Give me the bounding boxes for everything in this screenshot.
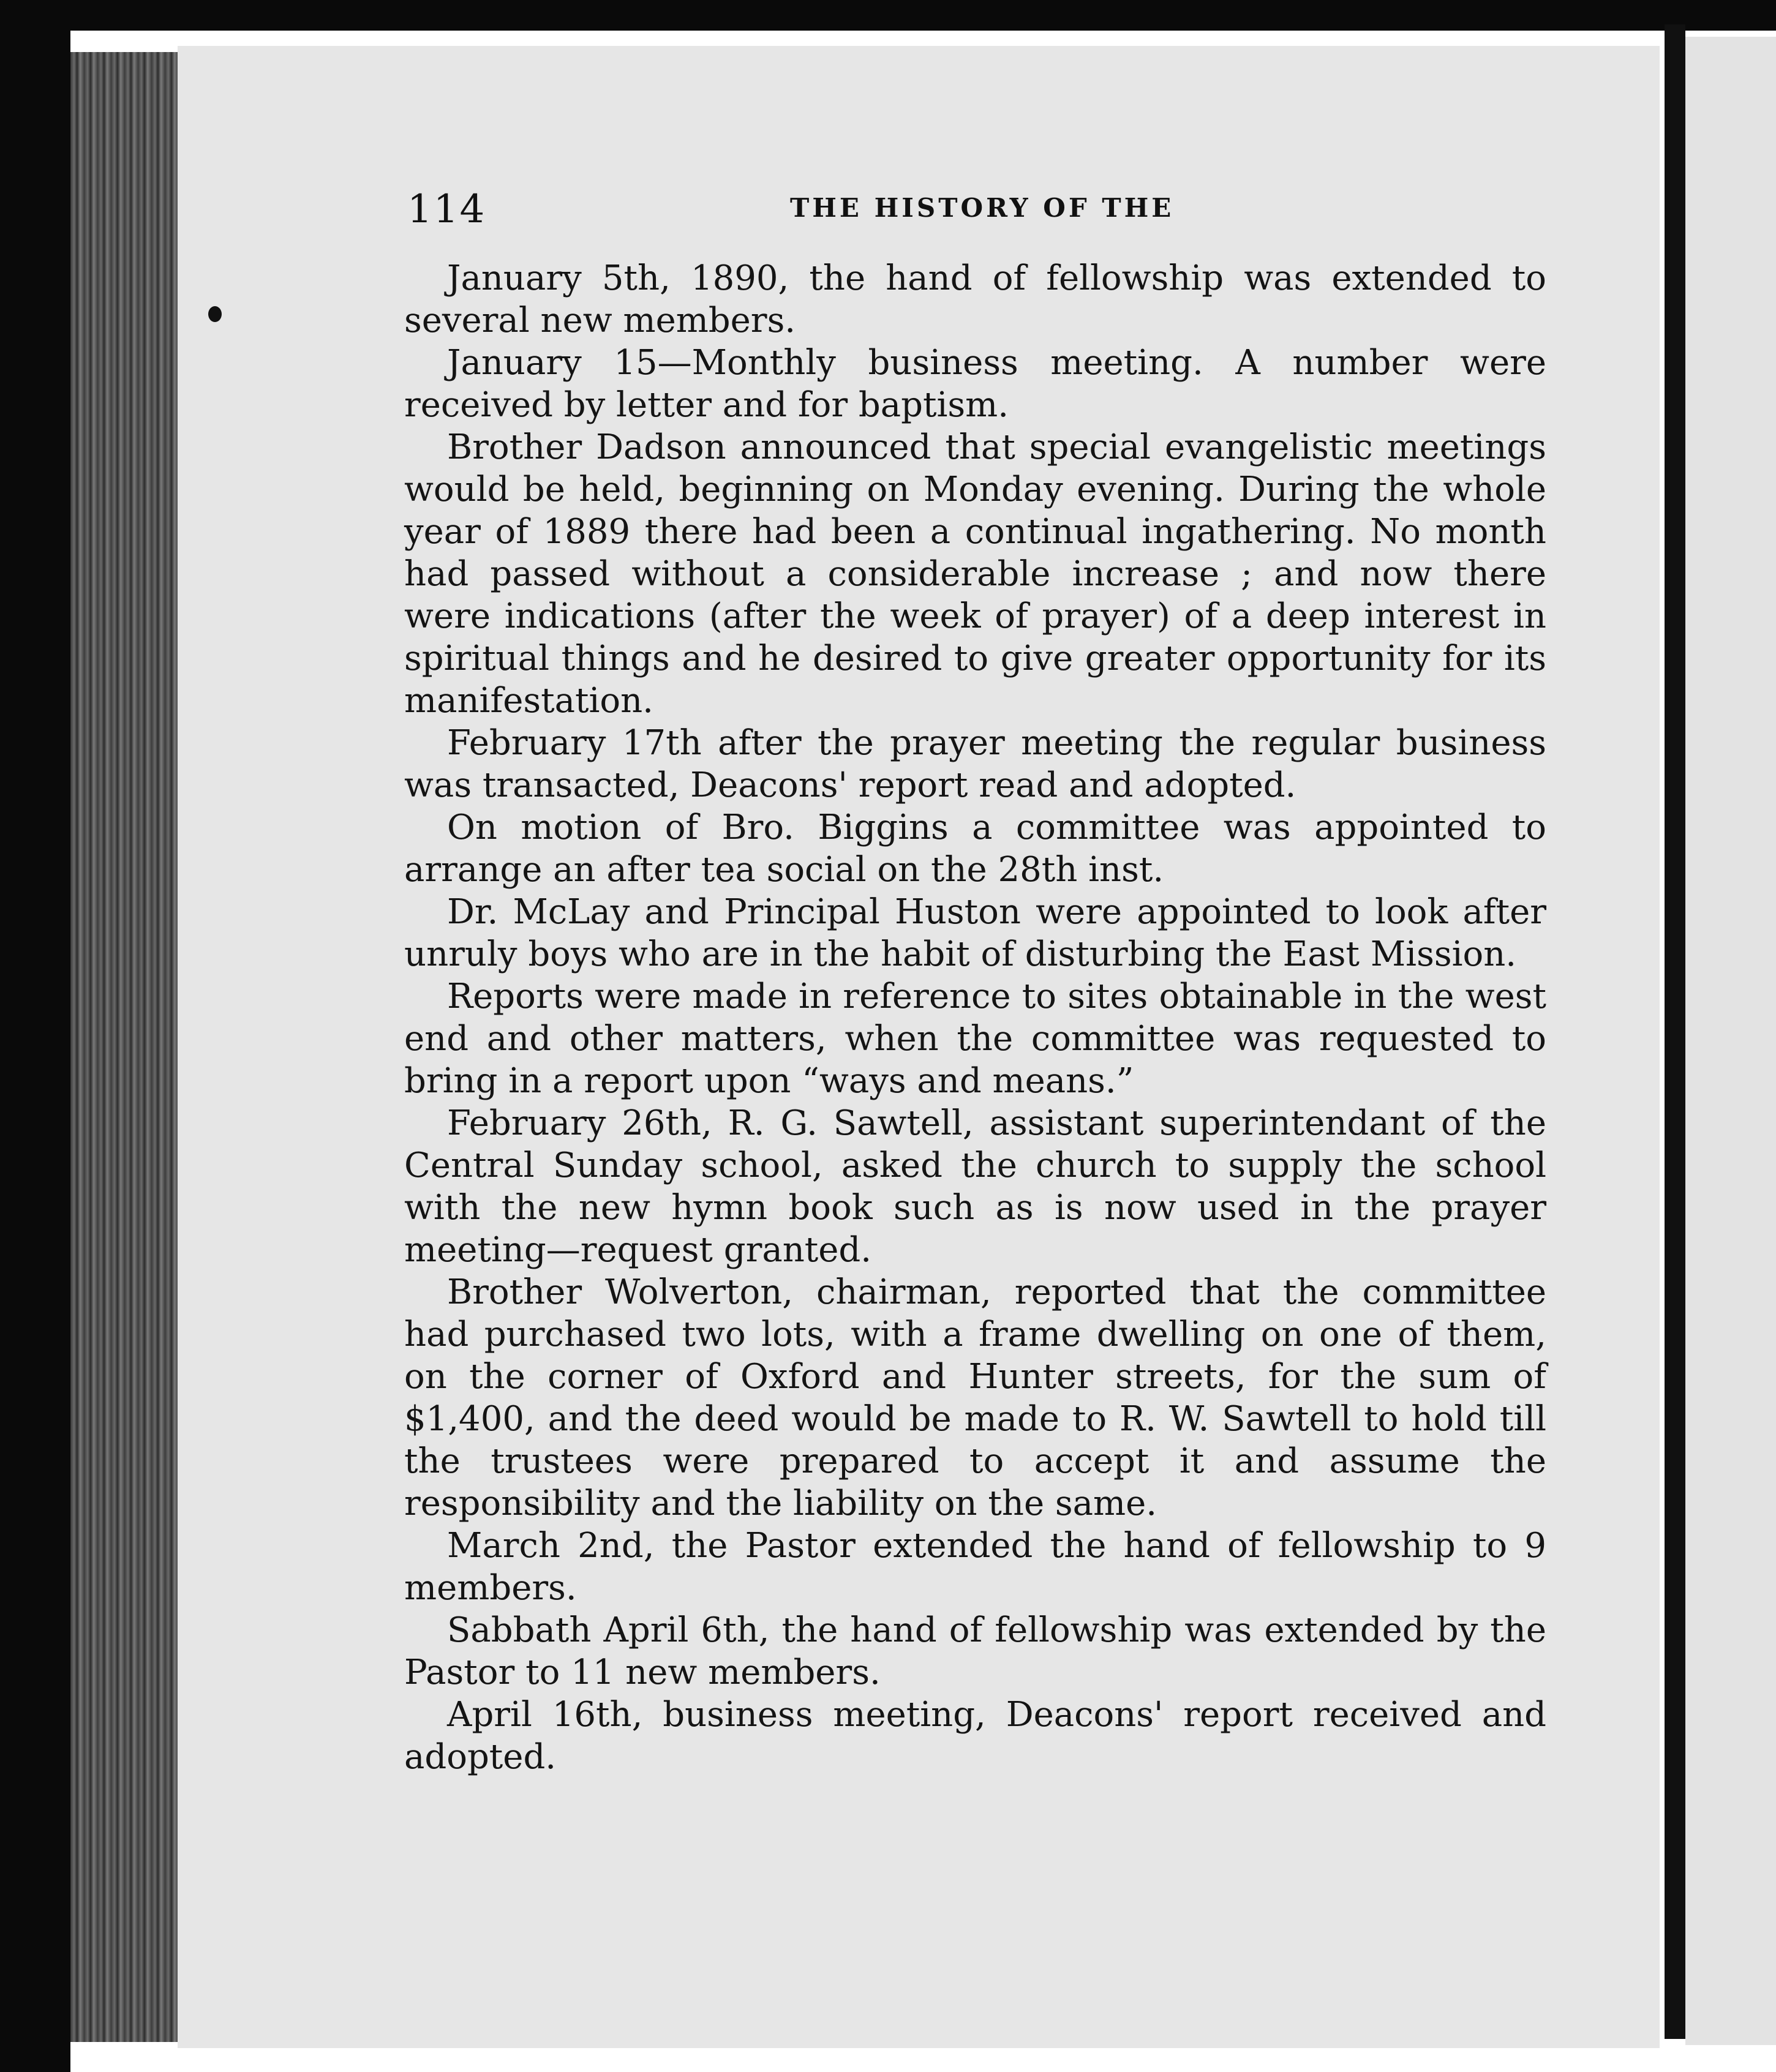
scan-border-left [0, 0, 70, 2072]
scan-border-top [0, 0, 1776, 31]
book-gutter [1665, 24, 1685, 2039]
paragraph: On motion of Bro. Biggins a committee was appointed to arrange an after tea social on the 28th inst. [404, 808, 1546, 890]
ink-speck [208, 306, 222, 322]
paragraph: Sabbath April 6th, the hand of fellowship was extended by the Pastor to 11 new members. [404, 1610, 1546, 1692]
paragraph: Brother Wolverton, chairman, reported that the committee had purchased two lots, with a frame dwelling on one of them, on the corner of Oxford and Hunter streets, for the sum of $1,400, and the deed would be made to R. W. Sawtell to hold till the trustees were prepared to accept it and assume the responsibility and the liability on the same. [404, 1272, 1546, 1523]
paragraph: April 16th, business meeting, Deacons' report received and adopted. [404, 1695, 1546, 1777]
facing-page-edge [1685, 37, 1776, 2045]
paragraph: January 15—Monthly business meeting. A number were received by letter and for baptism. [404, 343, 1546, 425]
paragraph: February 17th after the prayer meeting the regular business was transacted, Deacons' report read and adopted. [404, 723, 1546, 805]
paragraph: March 2nd, the Pastor extended the hand of fellowship to 9 members. [404, 1526, 1546, 1608]
paragraph: Dr. McLay and Principal Huston were appointed to look after unruly boys who are in the habit of disturbing the East Mission. [404, 892, 1546, 974]
body-text [404, 257, 1546, 1778]
paragraph: Brother Dadson announced that special evangelistic meetings would be held, beginning on Monday evening. During the whole year of 1889 there had been a continual ingathering. No month had passed without a considerable increase ; and now there were indications (after the week of prayer) of a deep interest in spiritual things and he desired to give greater opportunity for its manifestation. [404, 427, 1546, 721]
paragraph: Reports were made in reference to sites obtainable in the west end and other matters, when the committee was requested to bring in a report upon “ways and means.” [404, 977, 1546, 1101]
page-header [407, 187, 1663, 236]
running-head: THE HISTORY OF THE [790, 193, 1175, 223]
paragraph: February 26th, R. G. Sawtell, assistant superintendant of the Central Sunday school, asked the church to supply the school with the new hymn book such as is now used in the prayer meeting—request granted. [404, 1103, 1546, 1270]
page-number: 114 [407, 187, 486, 232]
paragraph: January 5th, 1890, the hand of fellowship was extended to several new members. [404, 258, 1546, 340]
